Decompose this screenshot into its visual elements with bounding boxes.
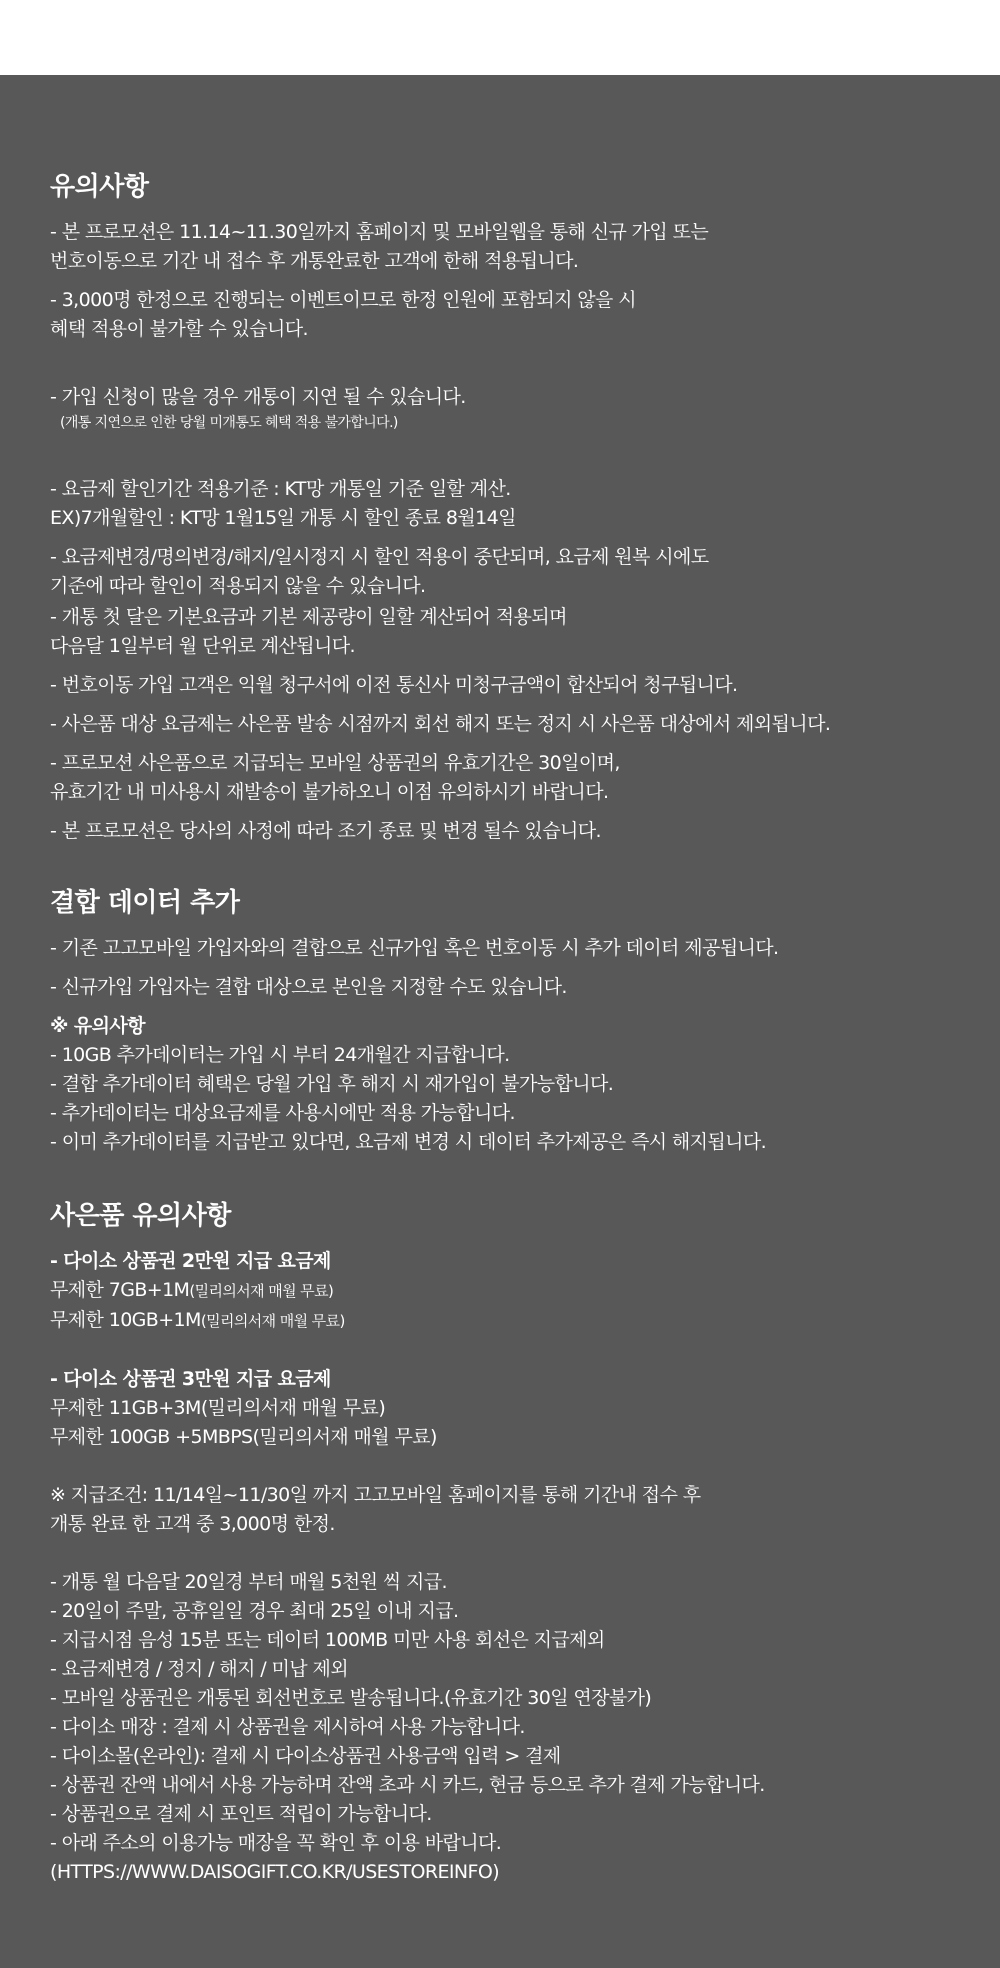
spacer xyxy=(50,1539,980,1568)
gift-rule-8: - 상품권 잔액 내에서 사용 가능하며 잔액 초과 시 카드, 현금 등으로 추가 결제 가능합니다. xyxy=(50,1774,765,1796)
notice-content xyxy=(50,170,980,1887)
combined-item-2: - 신규가입 가입자는 결합 대상으로 본인을 지정할 수도 있습니다. xyxy=(50,976,567,998)
plan-note: (밀리의서재 매월 무료) xyxy=(200,1312,345,1330)
notice-item-6: - 개통 첫 달은 기본요금과 기본 제공량이 일할 계산되어 적용되며 다음달 1일부터 월 단위로 계산됩니다. xyxy=(50,606,567,657)
notice-item-2: - 3,000명 한정으로 진행되는 이벤트이므로 한정 인원에 포함되지 않을 시 혜택 적용이 불가할 수 있습니다. xyxy=(50,289,636,340)
plan-note: (밀리의서재 매월 무료) xyxy=(189,1282,334,1300)
gift-rule-5: - 모바일 상품권은 개통된 회선번호로 발송됩니다.(유효기간 30일 연장불가) xyxy=(50,1687,652,1709)
gift-rule-3: - 지급시점 음성 15분 또는 데이터 100MB 미만 사용 회선은 지급제외 xyxy=(50,1629,605,1651)
notice-item-1: - 본 프로모션은 11.14~11.30일까지 홈페이지 및 모바일웹을 통해 신규 가입 또는 번호이동으로 기간 내 접수 후 개통완료한 고객에 한해 적용됩니다. xyxy=(50,221,709,272)
gift-tier2-plan-2: 무제한 100GB +5MBPS(밀리의서재 매월 무료) xyxy=(50,1426,437,1448)
notice-item-9: - 프로모션 사은품으로 지급되는 모바일 상품권의 유효기간은 30일이며, 유효기간 내 미사용시 재발송이 불가하오니 이점 유의하시기 바랍니다. xyxy=(50,752,620,803)
gift-tier1-title: - 다이소 상품권 2만원 지급 요금제 xyxy=(50,1250,331,1272)
combined-note-2: - 결합 추가데이터 혜택은 당월 가입 후 해지 시 재가입이 불가능합니다. xyxy=(50,1073,614,1095)
combined-note-title: ※ 유의사항 xyxy=(50,1015,145,1037)
gift-rule-4: - 요금제변경 / 정지 / 해지 / 미납 제외 xyxy=(50,1658,348,1680)
notice-item-3-text: - 가입 신청이 많을 경우 개통이 지연 될 수 있습니다. xyxy=(50,386,466,408)
spacer xyxy=(50,465,980,475)
gift-rule-2: - 20일이 주말, 공휴일일 경우 최대 25일 이내 지급. xyxy=(50,1600,459,1622)
gift-tier2-title: - 다이소 상품권 3만원 지급 요금제 xyxy=(50,1368,331,1390)
gift-store-url: (HTTPS://WWW.DAISOGIFT.CO.KR/USESTOREINFO) xyxy=(50,1861,500,1883)
plan-name: 무제한 7GB+1M xyxy=(50,1279,190,1301)
gift-rule-9: - 상품권으로 결제 시 포인트 적립이 가능합니다. xyxy=(50,1803,432,1825)
notice-panel xyxy=(0,75,1000,1968)
notice-item-7: - 번호이동 가입 고객은 익월 청구서에 이전 통신사 미청구금액이 합산되어 청구됩니다. xyxy=(50,674,738,696)
gift-condition: ※ 지급조건: 11/14일~11/30일 까지 고고모바일 홈페이지를 통해 기간내 접수 후 개통 완료 한 고객 중 3,000명 한정. xyxy=(50,1484,701,1535)
notice-item-10: - 본 프로모션은 당사의 사정에 따라 조기 종료 및 변경 될수 있습니다. xyxy=(50,820,601,842)
gift-rule-10: - 아래 주소의 이용가능 매장을 꼭 확인 후 이용 바랍니다. xyxy=(50,1832,502,1854)
combined-item-1: - 기존 고고모바일 가입자와의 결합으로 신규가입 혹은 번호이동 시 추가 데이터 제공됩니다. xyxy=(50,937,779,959)
notice-item-8: - 사은품 대상 요금제는 사은품 발송 시점까지 회선 해지 또는 정지 시 사은품 대상에서 제외됩니다. xyxy=(50,713,831,735)
spacer xyxy=(50,1452,980,1481)
gift-tier1-plan-1 xyxy=(50,1276,980,1306)
notice-section xyxy=(50,170,980,846)
combined-note-3: - 추가데이터는 대상요금제를 사용시에만 적용 가능합니다. xyxy=(50,1102,515,1124)
notice-item-3 xyxy=(50,354,980,463)
combined-title: 결합 데이터 추가 xyxy=(50,888,240,918)
gift-section xyxy=(50,1199,980,1887)
combined-note-4: - 이미 추가데이터를 지급받고 있다면, 요금제 변경 시 데이터 추가제공은 즉시 해지됩니다. xyxy=(50,1131,767,1153)
gift-rule-7: - 다이소몰(온라인): 결제 시 다이소상품권 사용금액 입력 > 결제 xyxy=(50,1745,561,1767)
notice-delay-note: (개통 지연으로 인한 당월 미개통도 혜택 적용 불가합니다.) xyxy=(60,415,398,431)
gift-tier1-plan-2 xyxy=(50,1306,980,1336)
notice-item-4: - 요금제 할인기간 적용기준 : KT망 개통일 기준 일할 계산. EX)7개월할인 : KT망 1월15일 개통 시 할인 종료 8월14일 xyxy=(50,478,516,529)
gift-title: 사은품 유의사항 xyxy=(50,1201,231,1231)
top-white-bar xyxy=(0,0,1000,75)
plan-name: 무제한 10GB+1M xyxy=(50,1309,201,1331)
spacer xyxy=(50,1336,980,1365)
combined-note-1: - 10GB 추가데이터는 가입 시 부터 24개월간 지급합니다. xyxy=(50,1044,510,1066)
combined-data-section xyxy=(50,886,980,1157)
gift-rule-1: - 개통 월 다음달 20일경 부터 매월 5천원 씩 지급. xyxy=(50,1571,447,1593)
notice-title: 유의사항 xyxy=(50,172,149,202)
gift-rule-6: - 다이소 매장 : 결제 시 상품권을 제시하여 사용 가능합니다. xyxy=(50,1716,525,1738)
notice-item-5: - 요금제변경/명의변경/해지/일시정지 시 할인 적용이 중단되며, 요금제 원복 시에도 기준에 따라 할인이 적용되지 않을 수 있습니다. xyxy=(50,546,709,597)
gift-tier2-plan-1: 무제한 11GB+3M(밀리의서재 매월 무료) xyxy=(50,1397,386,1419)
